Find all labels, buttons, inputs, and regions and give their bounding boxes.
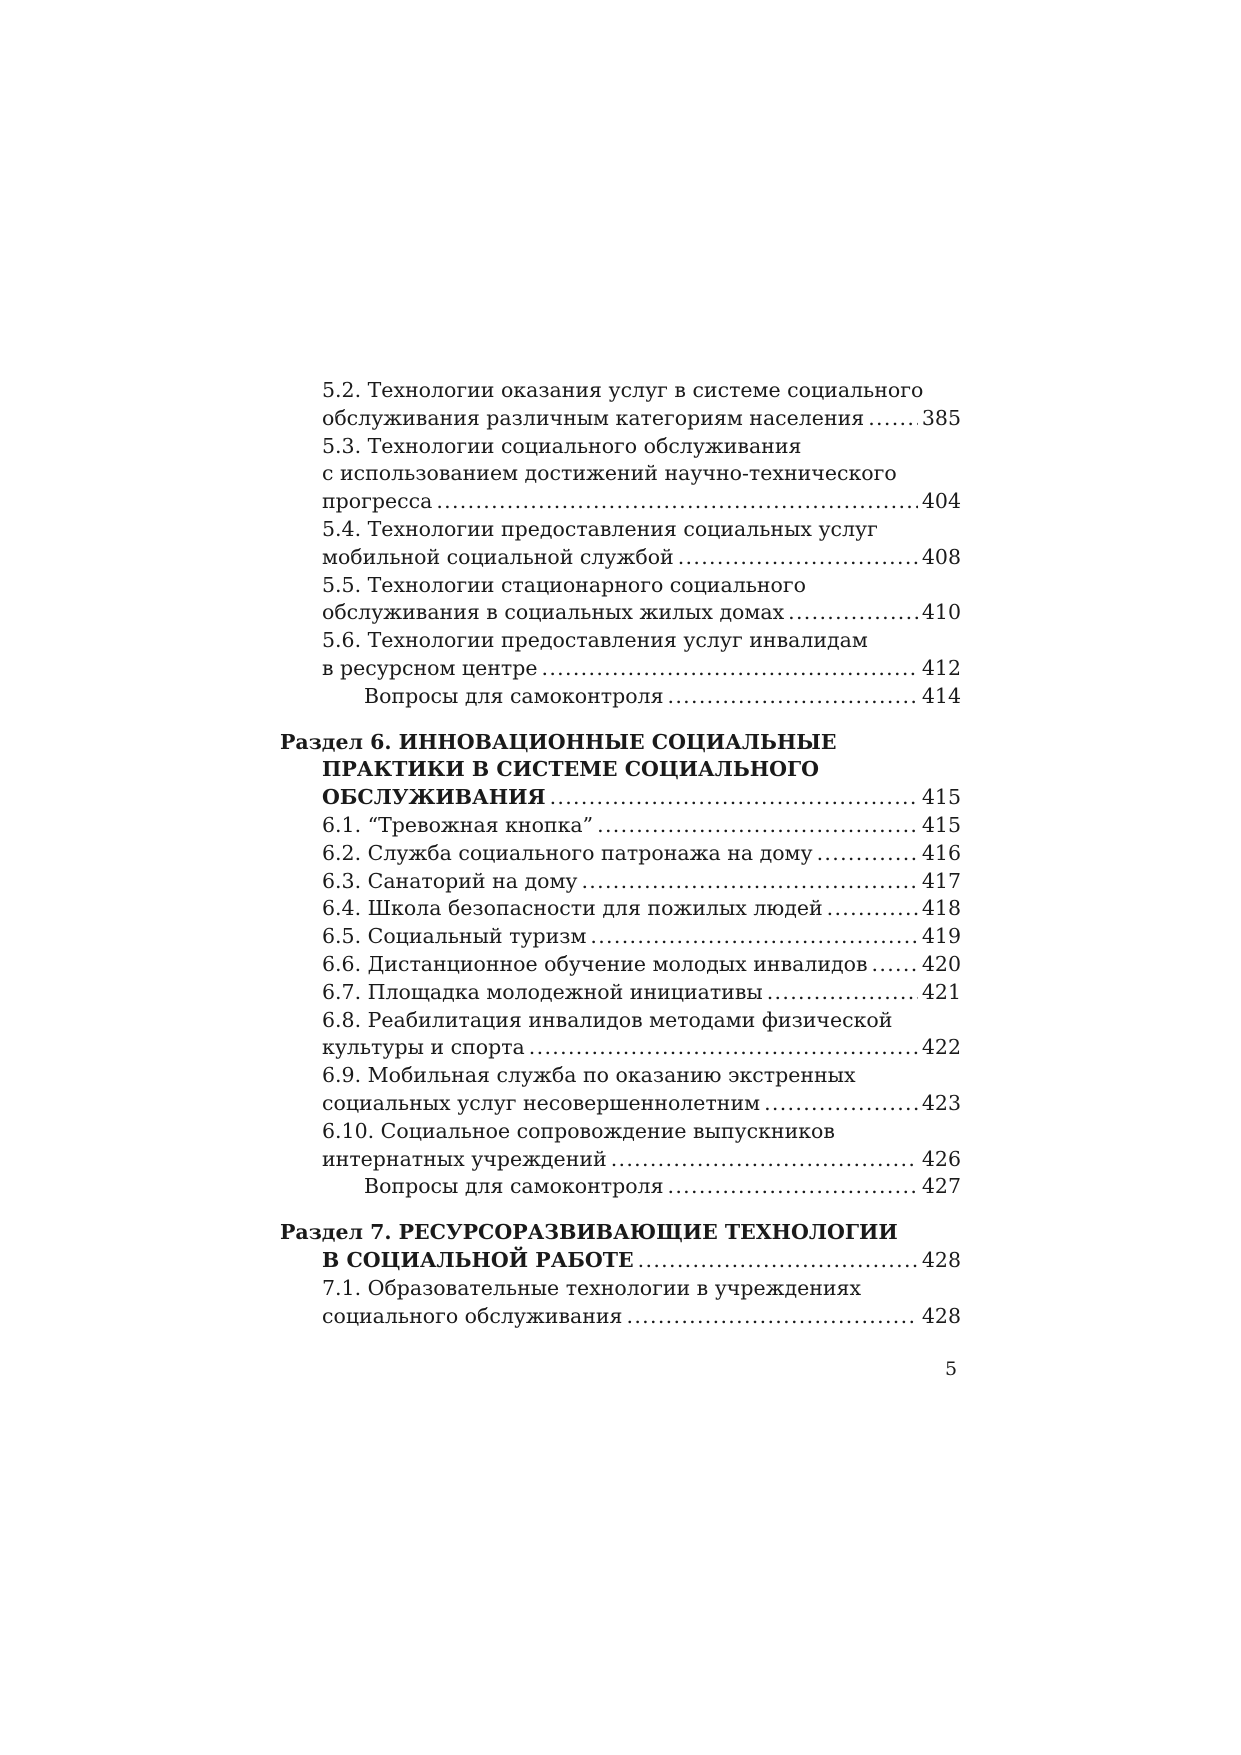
section-heading-text: В СОЦИАЛЬНОЙ РАБОТЕ — [322, 1247, 634, 1272]
toc-entry-line: 6.10. Социальное сопровождение выпускников — [322, 1118, 835, 1143]
toc-entry-6-10 — [286, 1118, 961, 1174]
toc-page-number: 410 — [921, 600, 961, 625]
toc-page-number: 415 — [921, 785, 961, 810]
toc-page-number: 427 — [921, 1174, 961, 1199]
toc-page-number: 426 — [921, 1146, 961, 1171]
toc-entry-text: 6.4. Школа безопасности для пожилых людей — [322, 896, 823, 921]
toc-page-number: 408 — [921, 544, 961, 569]
toc-entry-6-4 — [286, 895, 961, 923]
dot-leader — [872, 951, 918, 979]
toc-entry-text: в ресурсном центре — [322, 655, 538, 680]
dot-leader — [590, 923, 917, 951]
toc-entry-5-5 — [286, 572, 961, 628]
dot-leader — [788, 599, 918, 627]
toc-entry-text: мобильной социальной службой — [322, 544, 674, 569]
toc-entry-line: 6.9. Мобильная служба по оказанию экстренных — [322, 1063, 856, 1088]
toc-entry-text: 6.1. “Тревожная кнопка” — [322, 812, 594, 837]
dot-leader — [764, 1090, 918, 1118]
toc-entry-5-3 — [286, 433, 961, 516]
toc-entry-line: 5.3. Технологии социального обслуживания — [322, 433, 802, 458]
dot-leader — [767, 979, 918, 1007]
toc-page-number: 428 — [921, 1247, 961, 1272]
toc-entry-5-4 — [286, 516, 961, 572]
toc-entry-text: 6.2. Служба социального патронажа на дому — [322, 840, 813, 865]
toc-page-number: 420 — [921, 951, 961, 976]
toc-entry-6-3 — [286, 868, 961, 896]
toc-entry-text: обслуживания различным категориям населения — [322, 405, 865, 430]
dot-leader — [529, 1034, 918, 1062]
toc-entry-text: обслуживания в социальных жилых домах — [322, 600, 785, 625]
toc-entry-text: 6.7. Площадка молодежной инициативы — [322, 979, 763, 1004]
toc-entry-text: культуры и спорта — [322, 1035, 525, 1060]
dot-leader — [678, 544, 918, 572]
toc-entry-6-1 — [286, 812, 961, 840]
toc-entry-text: интернатных учреждений — [322, 1146, 607, 1171]
toc-entry-6-9 — [286, 1062, 961, 1118]
dot-leader — [550, 784, 918, 812]
toc-entry-line: 5.6. Технологии предоставления услуг инвалидам — [322, 628, 868, 653]
toc-entry-line: 7.1. Образовательные технологии в учреждениях — [322, 1275, 862, 1300]
toc-page-number: 415 — [921, 812, 961, 837]
toc-page-number: 414 — [921, 683, 961, 708]
section-heading-line: Раздел 7. РЕСУРСОРАЗВИВАЮЩИЕ ТЕХНОЛОГИИ — [280, 1220, 898, 1245]
toc-entry-text: прогресса — [322, 489, 433, 514]
toc-entry-line: 5.4. Технологии предоставления социальных услуг — [322, 516, 878, 541]
toc-section-6 — [280, 729, 961, 812]
dot-leader — [827, 895, 918, 923]
toc-page-number: 419 — [921, 924, 961, 949]
toc-entry-text: 6.3. Санаторий на дому — [322, 868, 578, 893]
section-heading-text: ОБСЛУЖИВАНИЯ — [322, 785, 546, 810]
dot-leader — [668, 1173, 918, 1201]
toc-page-number: 404 — [921, 489, 961, 514]
toc-entry-6-6 — [286, 951, 961, 979]
section-heading-line: Раздел 6. ИННОВАЦИОННЫЕ СОЦИАЛЬНЫЕ — [280, 729, 837, 754]
toc-page-number: 412 — [921, 655, 961, 680]
toc-page-number: 421 — [921, 979, 961, 1004]
toc-entry-text: 6.6. Дистанционное обучение молодых инвалидов — [322, 951, 868, 976]
toc-entry-text: социального обслуживания — [322, 1303, 623, 1328]
section-heading-line: ПРАКТИКИ В СИСТЕМЕ СОЦИАЛЬНОГО — [322, 757, 820, 782]
dot-leader — [626, 1303, 917, 1331]
dot-leader — [597, 812, 918, 840]
page-number: 5 — [945, 1358, 958, 1380]
toc-page-number: 423 — [921, 1090, 961, 1115]
toc-entry-5-6 — [286, 627, 961, 683]
toc-page-number: 417 — [921, 868, 961, 893]
toc-entry-text: Вопросы для самоконтроля — [364, 683, 664, 708]
toc-page-number: 385 — [921, 405, 961, 430]
toc-entry-text: 6.5. Социальный туризм — [322, 924, 587, 949]
toc-entry-questions-2 — [286, 1173, 961, 1201]
dot-leader — [581, 868, 917, 896]
dot-leader — [542, 655, 918, 683]
toc-entry-text: социальных услуг несовершеннолетним — [322, 1090, 761, 1115]
toc-entry-line: с использованием достижений научно-технического — [322, 461, 897, 486]
toc-section-7 — [280, 1219, 961, 1275]
dot-leader — [436, 488, 918, 516]
dot-leader — [668, 683, 918, 711]
toc-entry-line: 6.8. Реабилитация инвалидов методами физической — [322, 1007, 893, 1032]
table-of-contents — [280, 377, 961, 1330]
toc-entry-line: 5.5. Технологии стационарного социального — [322, 572, 806, 597]
toc-entry-6-5 — [286, 923, 961, 951]
dot-leader — [638, 1247, 918, 1275]
toc-page-number: 428 — [921, 1303, 961, 1328]
toc-entry-6-7 — [286, 979, 961, 1007]
toc-entry-6-8 — [286, 1007, 961, 1063]
toc-entry-6-2 — [286, 840, 961, 868]
dot-leader — [817, 840, 918, 868]
toc-page-number: 416 — [921, 840, 961, 865]
toc-page-number: 418 — [921, 896, 961, 921]
dot-leader — [868, 405, 918, 433]
toc-entry-questions-1 — [286, 683, 961, 711]
toc-entry-line: 5.2. Технологии оказания услуг в системе социального — [322, 378, 924, 402]
toc-entry-5-2 — [286, 377, 961, 433]
toc-entry-text: Вопросы для самоконтроля — [364, 1174, 664, 1199]
dot-leader — [611, 1146, 918, 1174]
toc-entry-7-1 — [286, 1275, 961, 1331]
toc-page-number: 422 — [921, 1035, 961, 1060]
